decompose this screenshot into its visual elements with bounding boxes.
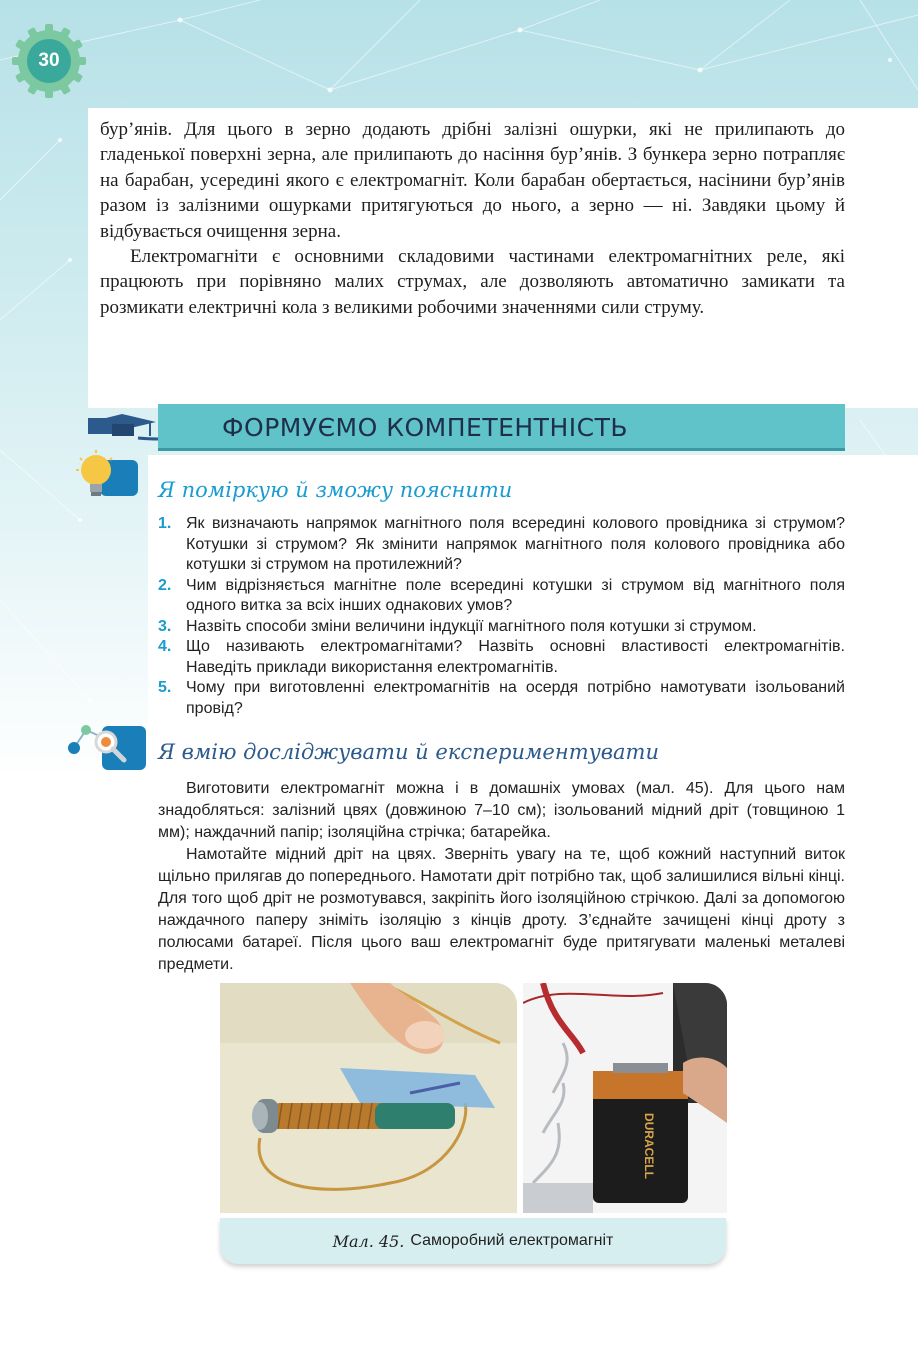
question-number: 3. — [158, 617, 172, 635]
figure-caption — [220, 1218, 726, 1264]
body-paragraph: бур’янів. Для цього в зерно додають дрібні залізні ошурки, які не прилипають до гладенької поверхні зерна, але прилипають до насіння бур’янів. З бункера зерно потрапляє на барабан, усередині якого є електромагніт. Коли барабан обертається, насінини бур’янів разом із залізними ошурками притягуються до нього, а зерно — ні. Завдяки цьому й відбувається очищення зерна. — [100, 119, 845, 242]
question-text: Назвіть способи зміни величини індукції магнітного поля котушки зі струмом. — [186, 617, 757, 635]
question-number: 5. — [158, 679, 172, 696]
question-text: Що називають електромагнітами? Назвіть основні властивості електромагнітів. Наведіть приклади використання електромагнітів. — [186, 638, 845, 676]
experiment-paragraph: Виготовити електромагніт можна і в домашніх умовах (мал. 45). Для цього нам знадобляться: залізний цвях (довжиною 7–10 см); ізольований мідний дріт (товщиною 1 мм); наждачний папір; ізоляційна стрічка; батарейка. — [158, 780, 845, 841]
figure-nail-illustration — [220, 983, 517, 1213]
list-item — [158, 514, 845, 576]
experiment-heading: Я вмію досліджувати й експериментувати — [158, 740, 659, 764]
figure-battery-photo — [523, 983, 727, 1213]
battery-image — [523, 983, 727, 1213]
question-number: 1. — [158, 515, 172, 532]
list-item — [158, 617, 845, 638]
list-item — [158, 576, 845, 617]
figure-label: Мал. 45. — [332, 1231, 405, 1251]
body-text — [100, 117, 845, 320]
competence-title: ФОРМУЄМО КОМПЕТЕНТНІСТЬ — [222, 413, 629, 442]
experiment-text — [158, 778, 845, 976]
battery-brand: DURACELL — [642, 1113, 656, 1179]
question-number: 4. — [158, 638, 172, 655]
questions-list — [158, 514, 845, 719]
magnifier-molecule-icon — [64, 716, 148, 776]
nail-coil-image — [220, 983, 517, 1213]
light-bulb-icon — [72, 448, 142, 510]
page-number: 30 — [38, 50, 60, 71]
reflect-heading: Я поміркую й зможу пояснити — [158, 478, 513, 502]
body-paragraph: Електромагніти є основними складовими частинами електромагнітних реле, які працюють при порівняно малих струмах, але дозволяють автоматично замикати та розмикати електричні кола з великими робочими значеннями сили струму. — [100, 246, 845, 318]
question-number: 2. — [158, 576, 172, 594]
figure-caption-text: Саморобний електромагніт — [410, 1232, 614, 1249]
question-text: Чому при виготовленні електромагнітів на осердя потрібно намотувати ізольований провід? — [186, 679, 845, 717]
list-item — [158, 637, 845, 678]
question-text: Як визначають напрямок магнітного поля всередині колового провідника зі струмом? Котушки зі струмом? Як змінити напрямок магнітного поля колового провідника або котушки зі струмом на протилежний? — [186, 515, 845, 573]
question-text: Чим відрізняється магнітне поле всередині котушки зі струмом від магнітного поля одного витка за всіх інших однакових умов? — [186, 576, 845, 614]
list-item — [158, 678, 845, 719]
experiment-paragraph: Намотайте мідний дріт на цвях. Зверніть увагу на те, щоб кожний наступний виток щільно прилягав до попереднього. Намотати дріт потрібно так, щоб залишилися вільні кінці. Для того щоб дріт не розмотувався, закріпіть його ізоляційною стрічкою. Далі за допомогою наждачного паперу зніміть ізоляцію з кінців дроту. З’єднайте зачищені кінці дроту з полюсами батареї. Після цього ваш електромагніт буде притягувати маленькі металеві предмети. — [158, 846, 845, 973]
